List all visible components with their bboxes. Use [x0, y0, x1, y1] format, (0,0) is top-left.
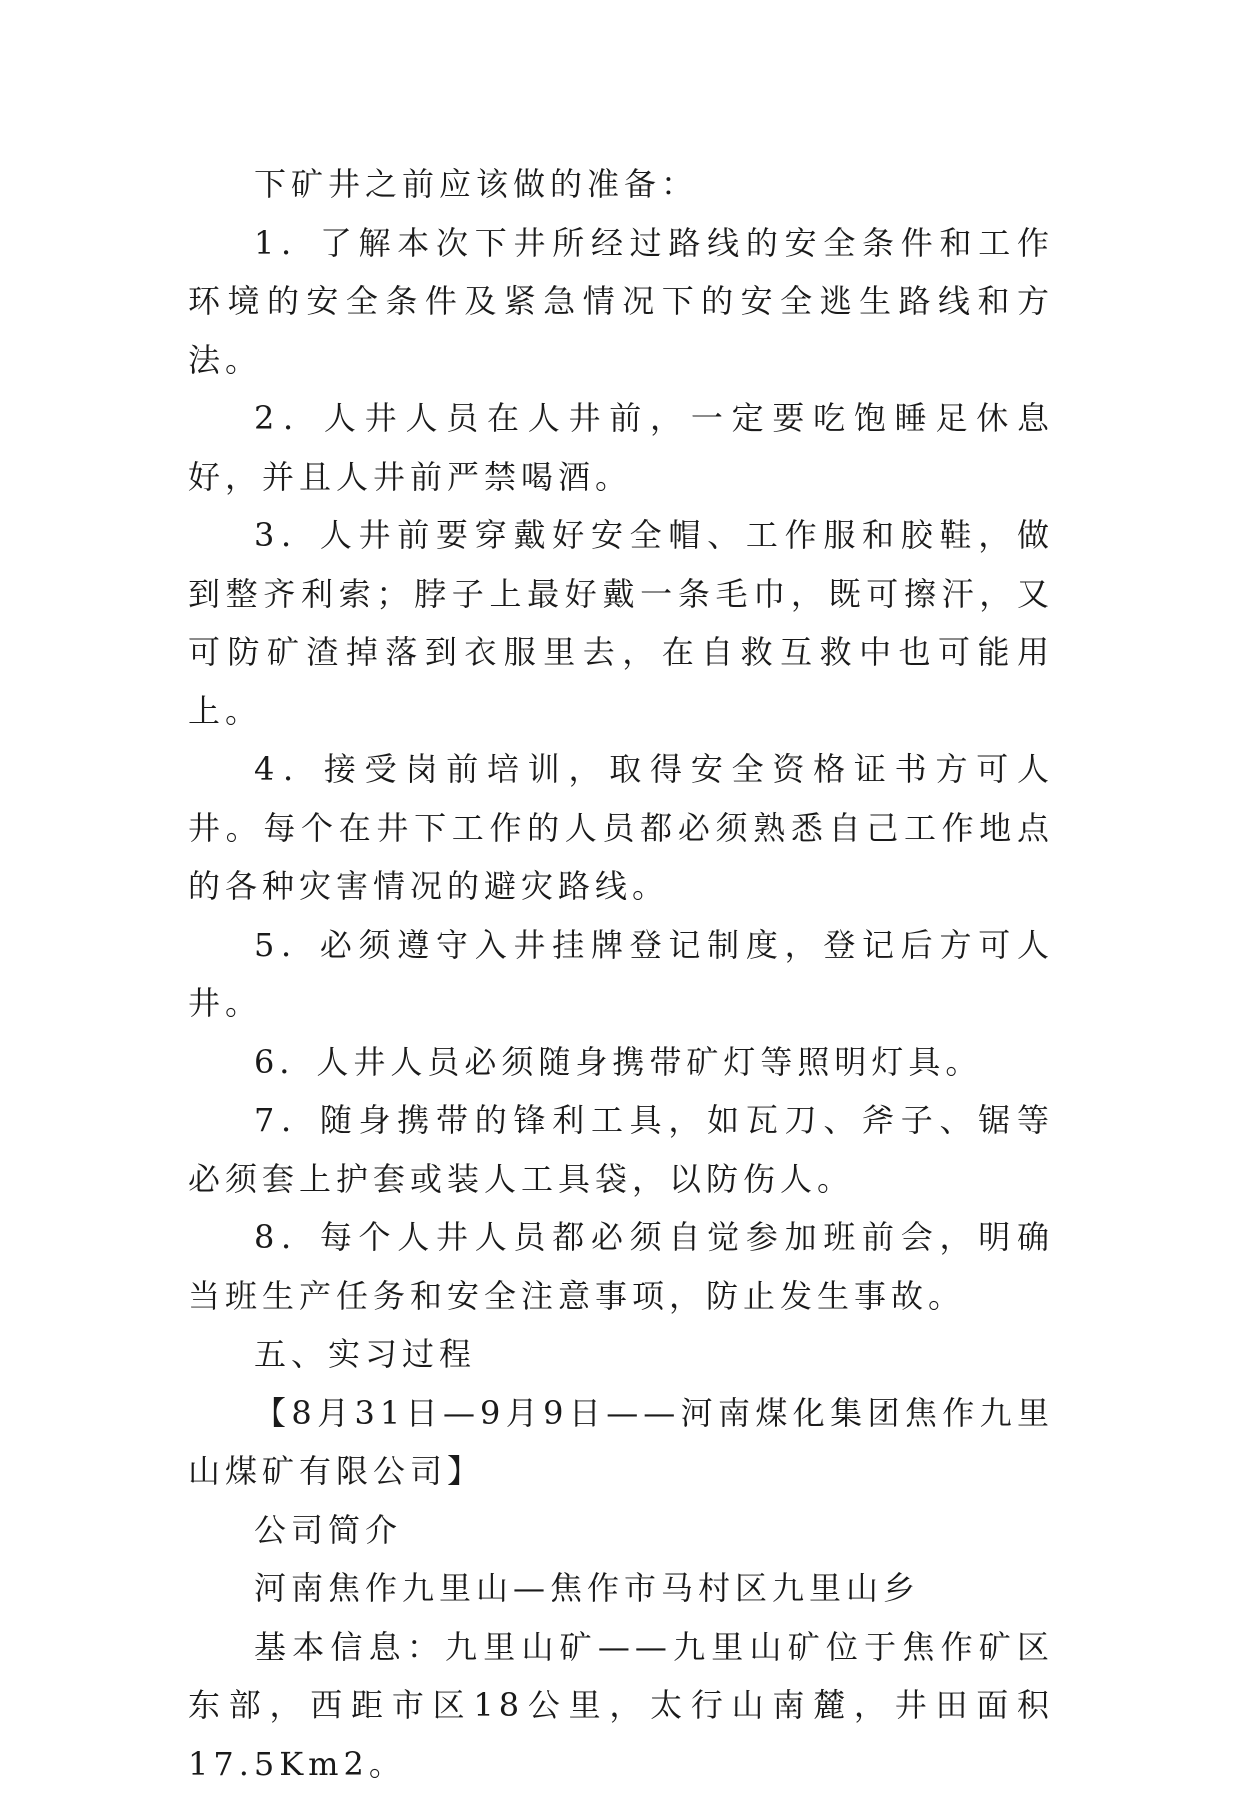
company-intro-heading: 公司简介 [188, 1501, 1054, 1560]
section-heading: 五、实习过程 [188, 1325, 1054, 1384]
paragraph-item-2: 2．人井人员在人井前，一定要吃饱睡足休息好，并且人井前严禁喝酒。 [188, 389, 1054, 506]
basic-info: 基本信息：九里山矿——九里山矿位于焦作矿区东部，西距市区18公里，太行山南麓，井田面积17.5Km2。 [188, 1618, 1054, 1793]
document-body [188, 155, 1054, 1793]
paragraph-intro: 下矿井之前应该做的准备： [188, 155, 1054, 214]
paragraph-item-3: 3．人井前要穿戴好安全帽、工作服和胶鞋，做到整齐利索；脖子上最好戴一条毛巾，既可擦汗，又可防矿渣掉落到衣服里去，在自救互救中也可能用上。 [188, 506, 1054, 740]
paragraph-item-5: 5．必须遵守入井挂牌登记制度，登记后方可人井。 [188, 916, 1054, 1033]
paragraph-item-7: 7．随身携带的锋利工具，如瓦刀、斧子、锯等必须套上护套或装人工具袋，以防伤人。 [188, 1091, 1054, 1208]
paragraph-item-8: 8．每个人井人员都必须自觉参加班前会，明确当班生产任务和安全注意事项，防止发生事故。 [188, 1208, 1054, 1325]
company-location: 河南焦作九里山—焦作市马村区九里山乡 [188, 1559, 1054, 1618]
paragraph-item-6: 6．人井人员必须随身携带矿灯等照明灯具。 [188, 1033, 1054, 1092]
date-range-heading: 【8月31日—9月9日——河南煤化集团焦作九里山煤矿有限公司】 [188, 1384, 1054, 1501]
paragraph-item-4: 4．接受岗前培训，取得安全资格证书方可人井。每个在井下工作的人员都必须熟悉自己工作地点的各种灾害情况的避灾路线。 [188, 740, 1054, 916]
paragraph-item-1: 1．了解本次下井所经过路线的安全条件和工作环境的安全条件及紧急情况下的安全逃生路线和方法。 [188, 214, 1054, 390]
